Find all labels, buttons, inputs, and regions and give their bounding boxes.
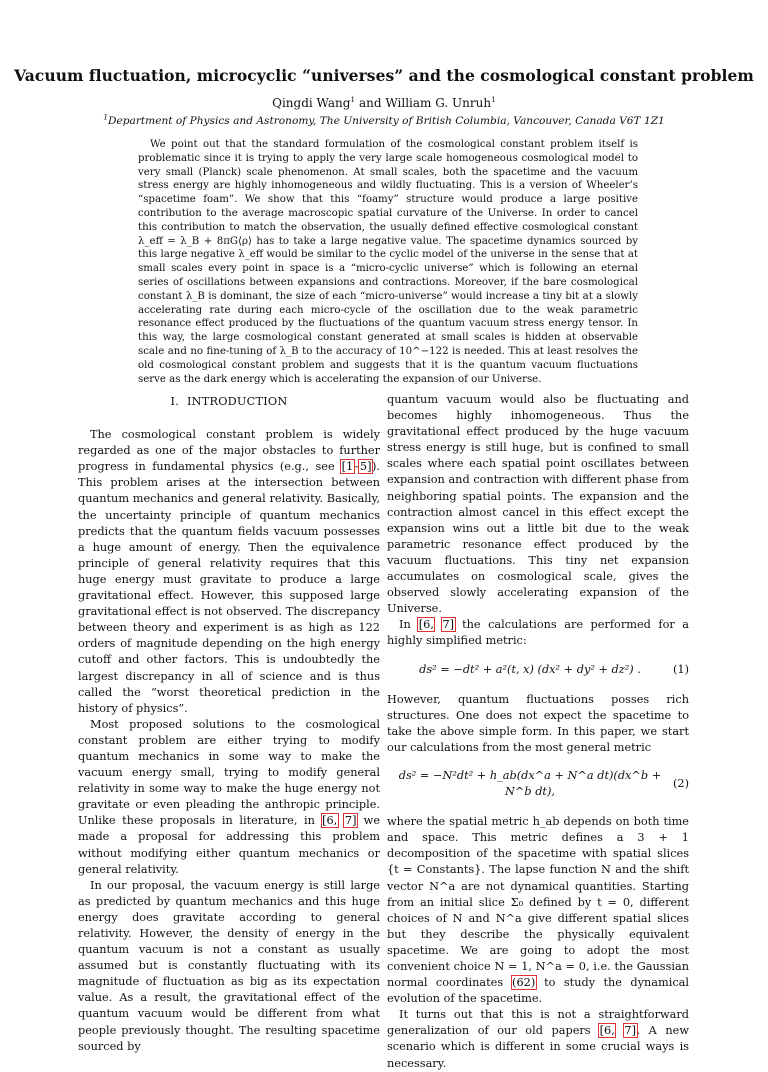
paragraph-text: It turns out that this is not a straightforward generalization of our old papers — [387, 1008, 689, 1038]
citation-ref[interactable]: 5] — [359, 460, 372, 474]
section-heading — [78, 394, 380, 410]
paragraph: In our proposal, the vacuum energy is still large as predicted by quantum mechanics and this huge energy does gravitate according to general relativity. However, the density of energy in the quantum vacuum is not a constant as usually assumed but is constantly fluctuating with its magnitude of fluctuation as big as its expectation value. As a result, the gravitational effect of the quantum vacuum would be different from what people previously thought. The resulting spacetime sourced by — [78, 878, 380, 1053]
paragraph-text: . A new scenario which is different in some crucial ways is necessary. — [387, 1024, 689, 1070]
equation-number: (2) — [672, 777, 689, 791]
paragraph-text: we made a proposal for addressing this problem without modifying either quantum mechanics or general relativity. — [78, 814, 380, 876]
citation-ref[interactable]: 7] — [344, 814, 357, 828]
author-affil-mark: 1 — [491, 95, 496, 104]
paragraph-text: to study the dynamical evolution of the spacetime. — [387, 976, 689, 1006]
section-number: I. — [170, 395, 180, 408]
paragraph — [78, 427, 380, 717]
citation-ref[interactable]: [6, — [322, 814, 338, 828]
paragraph — [387, 617, 689, 649]
paragraph — [78, 717, 380, 878]
paragraph: quantum vacuum would also be fluctuating and becomes highly inhomogeneous. Thus the gravitational effect produced by the huge vacuum stress energy is still huge, but is confined to small scales where each spatial point oscillates between expansion and contraction with different phase from neighboring spatial points. The expansion and the contraction almost cancel in this effect except the expansion wins out a little bit due to the weak parametric resonance effect produced by the vacuum fluctuations. This tiny net expansion accumulates on cosmological scale, gives the observed slowly accelerating expansion of the Universe. — [387, 393, 689, 616]
citation-link[interactable] — [599, 1024, 636, 1037]
right-column — [387, 392, 689, 1072]
citation-ref[interactable]: 7] — [624, 1024, 636, 1038]
citation-link[interactable] — [341, 460, 372, 473]
equation-body: ds² = −dt² + a²(t, x) (dx² + dy² + dz²) . — [419, 662, 641, 676]
citation-sep — [434, 618, 442, 631]
paragraph-text: Most proposed solutions to the cosmological constant problem are either trying to modify quantum mechanics in some way to make the vacuum energy small, trying to modify general relativity in some way to make the huge energy not gravitate or even pleading the anthropic principle. Unlike these proposals in literature, in — [78, 717, 380, 828]
abstract-text: We point out that the standard formulation of the cosmological constant problem itself is problematic since it is trying to apply the very large scale homogeneous cosmological model to very small (Planck) scale phenomenon. At small scales, both the spacetime and the vacuum stress energy are highly inhomogeneous and wildly fluctuating. This is a version of Wheeler’s “spacetime foam”. We show that this “foamy” structure would produce a large positive contribution to the average macroscopic spatial curvature of the Universe. In order to cancel this contribution to match the observation, the usually defined effective cosmological constant λ_eff = λ_B + 8πG⟨ρ⟩ has to take a large negative value. The spacetime dynamics sourced by this large negative λ_eff would be similar to the cyclic model of the universe in the sense that at small scales every point in space is a “micro-cyclic universe” which is following an eternal series of oscillations between expansions and contractions. Moreover, if the bare cosmological constant λ_B is dominant, the size of each “micro-universe” would increase a tiny bit at a slowly accelerating rate during each micro-cycle of the oscillation due to the weak parametric resonance effect produced by the fluctuations of the quantum vacuum stress energy tensor. In this way, the large cosmological constant generated at small scales is hidden at observable scale and no fine-tuning of λ_B to the accuracy of 10^−122 is needed. This at least resolves the old cosmological constant problem and suggests that it is the quantum vacuum fluctuations serve as the dark energy which is accelerating the expansion of our Universe. — [138, 139, 638, 385]
equation-number: (1) — [672, 662, 689, 676]
section-title: INTRODUCTION — [187, 395, 288, 408]
author-line — [0, 96, 768, 110]
citation-link[interactable] — [322, 814, 357, 827]
equation-2 — [387, 768, 689, 800]
citation-ref[interactable]: [6, — [418, 618, 434, 632]
paragraph-text: The cosmological constant problem is widely regarded as one of the major obstacles to further progress in fundamental physics (e.g., see — [78, 428, 380, 474]
paper-title: Vacuum fluctuation, microcyclic “universes” and the cosmological constant problem — [14, 66, 754, 85]
paragraph-text: ). This problem arises at the intersection between quantum mechanics and general relativity. Basically, the uncertainty principle of quantum mechanics predicts that the quantum fields vacuum possesses a huge amount of energy. Then the equivalence principle of general relativity requires that this huge energy must gravitate to produce a large gravitational effect. However, this supposed large gravitational effect is not observed. The discrepancy between theory and experiment is as high as 122 orders of magnitude depending on the high energy cutoff and other factors. This is undoubtedly the largest discrepancy in all of science and is thus called the “worst theoretical prediction in the history of physics”. — [78, 460, 380, 715]
abstract — [138, 138, 638, 386]
citation-ref[interactable]: [1 — [341, 460, 354, 474]
paragraph: However, quantum fluctuations posses rich structures. One does not expect the spacetime to take the above simple form. In this paper, we start our calculations from the most general metric — [387, 692, 689, 754]
author-name: Qingdi Wang — [272, 96, 351, 110]
paragraph — [387, 814, 689, 1007]
citation-ref[interactable]: [6, — [599, 1024, 615, 1038]
paragraph-text: the calculations are performed for a highly simplified metric: — [387, 618, 690, 648]
paragraph-text: where the spatial metric h_ab depends on both time and space. This metric defines a 3 + 1 decomposition of the spacetime with spatial slices {t = Constants}. The lapse function N and the shift vector N^a are not dynamical quantities. Starting from an initial slice Σ₀ defined by t = 0, different choices of N and N^a give different spatial slices but they describe the physically equivalent spacetime. We are going to adopt the most convenient choice N = 1, N^a = 0, i.e. the Gaussian normal coordinates — [387, 815, 689, 990]
author-joiner: and — [359, 96, 382, 110]
citation-link[interactable] — [418, 618, 454, 631]
citation-link[interactable] — [512, 976, 536, 989]
citation-ref[interactable]: (62) — [512, 976, 536, 990]
affiliation — [0, 112, 768, 127]
equation-1 — [387, 662, 689, 678]
citation-sep — [615, 1024, 624, 1037]
affiliation-text: Department of Physics and Astronomy, The University of British Columbia, Vancouver, Canada V6T 1Z1 — [107, 115, 665, 127]
paragraph-text: In — [399, 618, 419, 632]
author-name: William G. Unruh — [385, 96, 492, 110]
left-column — [78, 392, 380, 1055]
paragraph — [387, 1007, 689, 1071]
citation-ref[interactable]: 7] — [442, 618, 455, 632]
affiliation-mark: 1 — [103, 112, 108, 122]
citation-sep: – — [353, 460, 360, 474]
equation-body: ds² = −N²dt² + h_ab(dx^a + N^a dt)(dx^b + N^b dt), — [398, 768, 662, 799]
author-affil-mark: 1 — [350, 95, 356, 104]
